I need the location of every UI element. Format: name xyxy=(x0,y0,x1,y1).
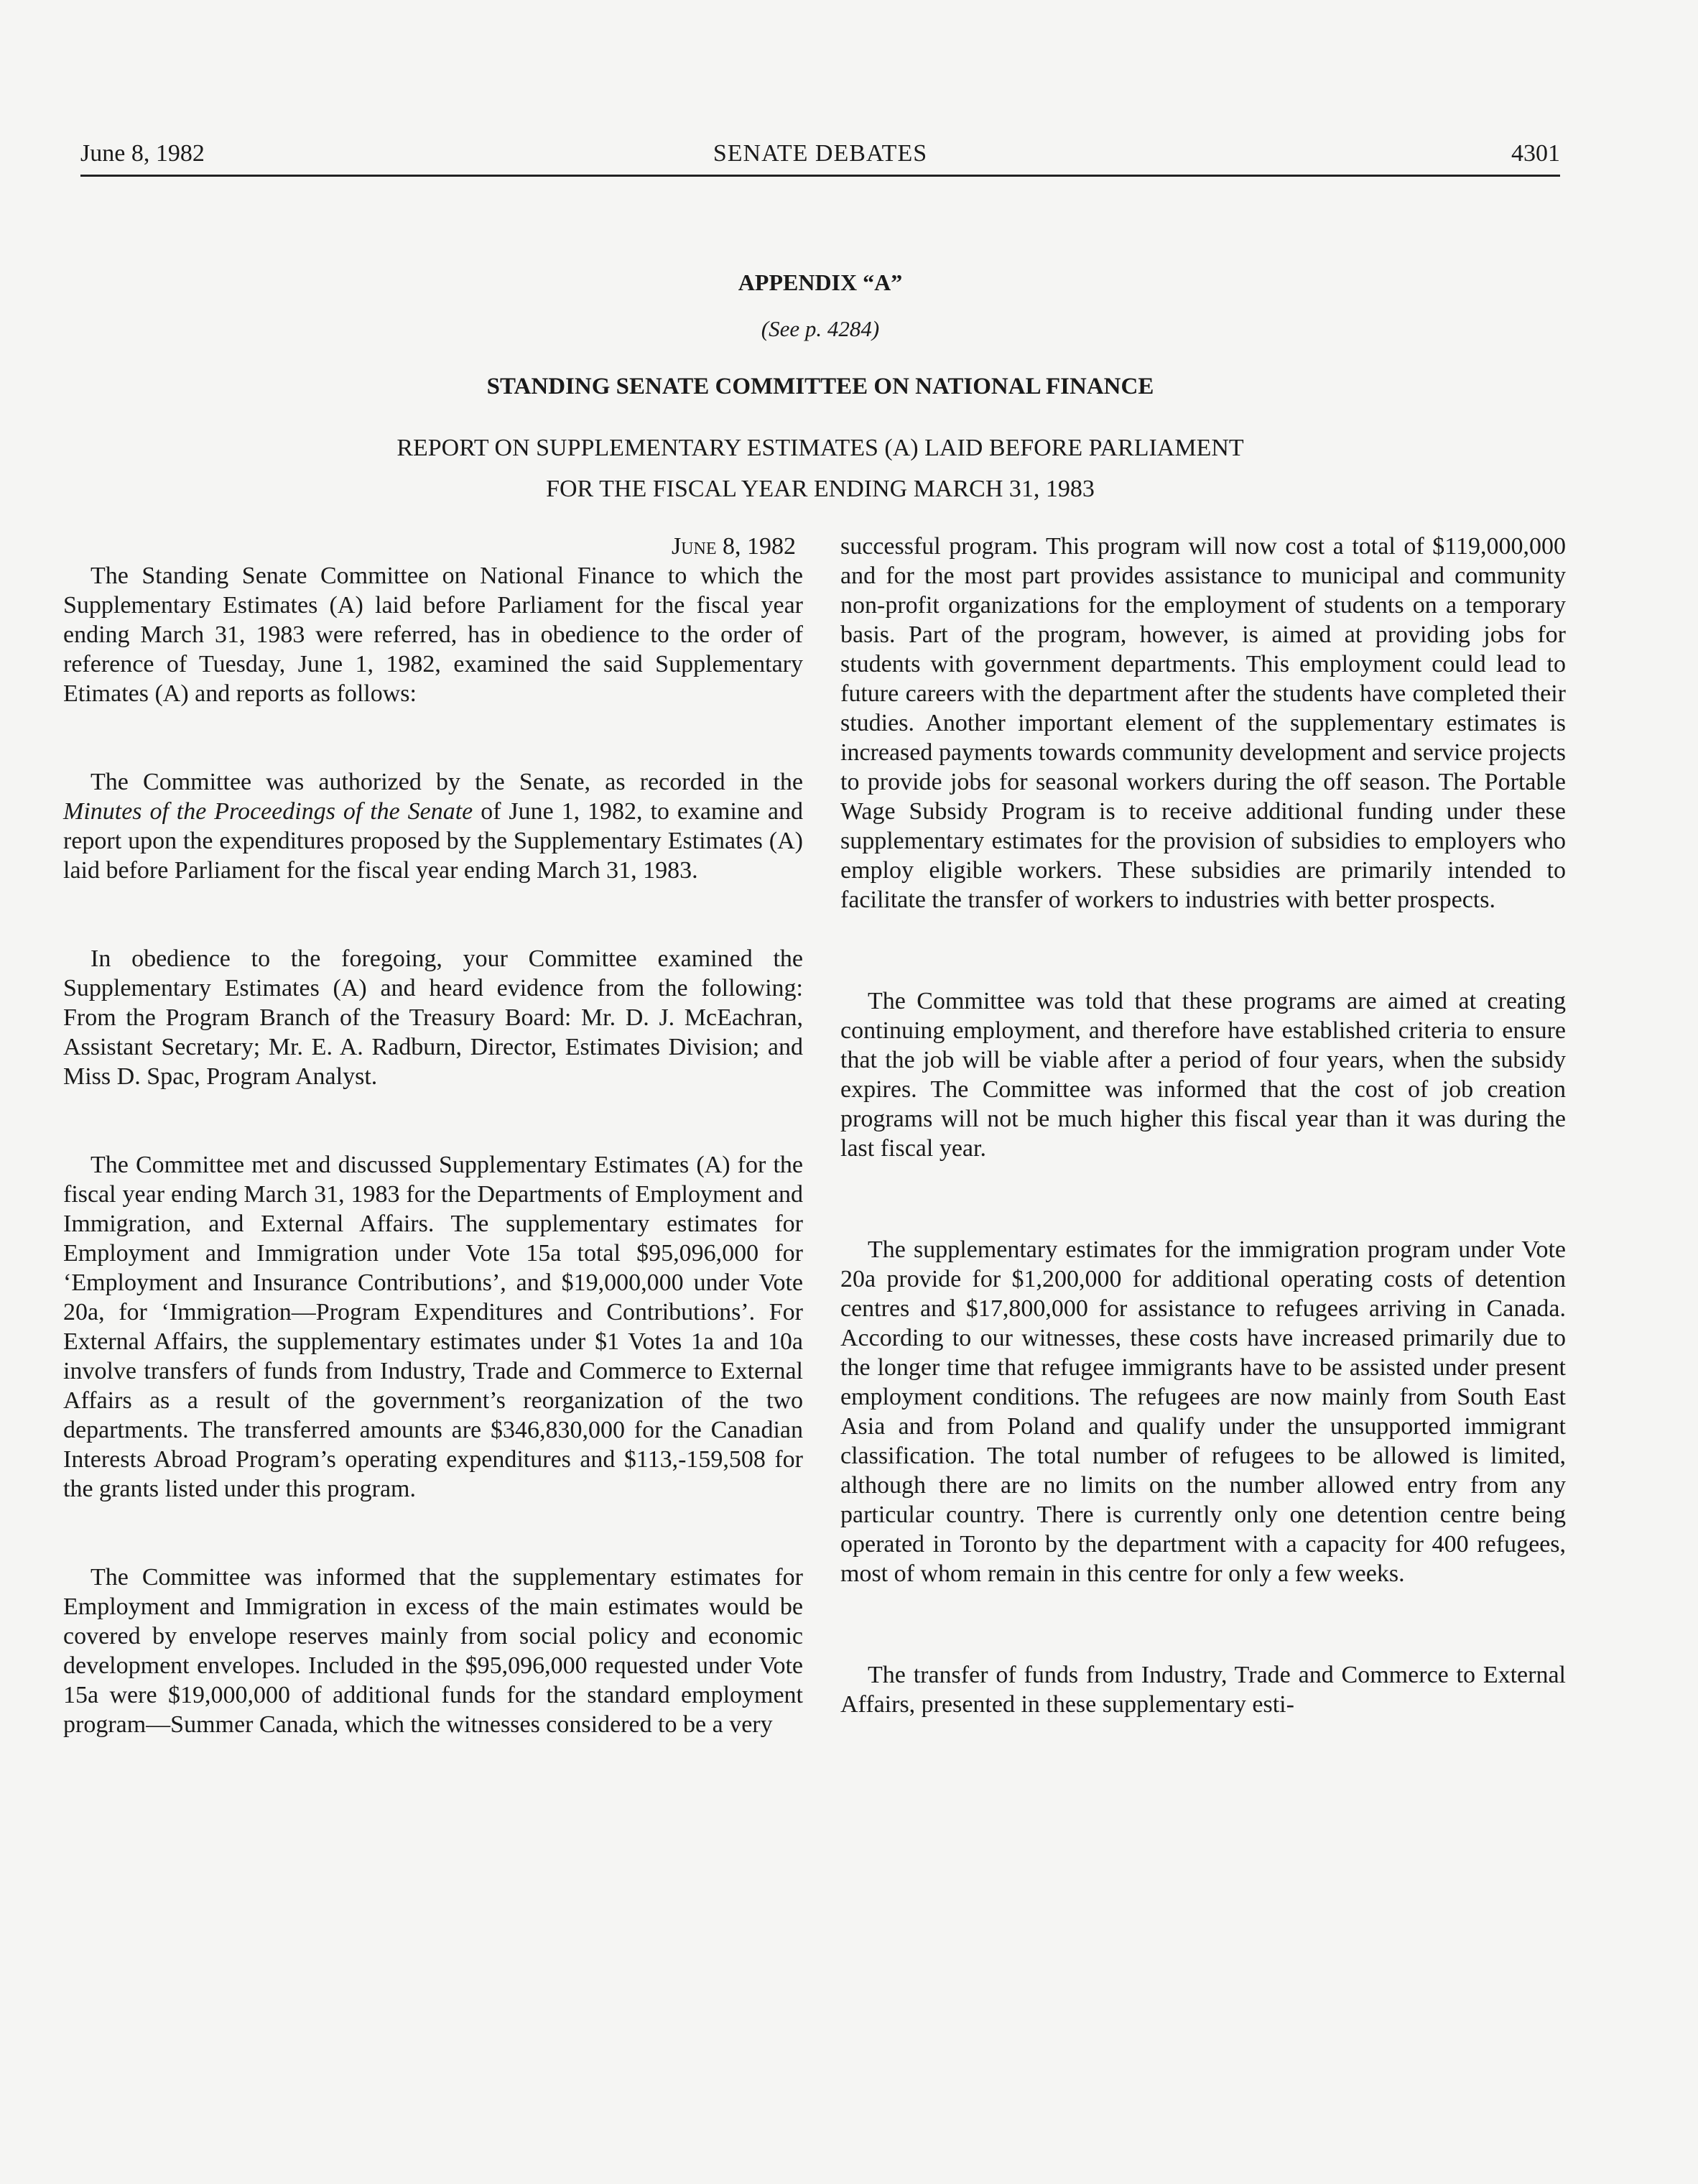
paragraph: In obedience to the foregoing, your Committee examined the Supplementary Estimates (A) and heard evidence from the following: From the Program Branch of the Treasury Board: Mr. D. J. McEachran, Assistant Secretary; Mr. E. A. Radburn, Director, Estimates Division; and Miss D. Spac, Program Analyst. xyxy=(63,945,803,1090)
paragraph: successful program. This program will now cost a total of $119,000,000 and for the most part provides assistance to municipal and community non-profit organizations for the employment of students on a temporary basis. Part of the program, however, is aimed at providing jobs for students with government departments. This employment could lead to future careers with the department after the students have completed their studies. Another important element of the supplementary estimates is increased payments towards community development and service projects to provide jobs for seasonal workers during the off season. The Portable Wage Subsidy Program is to receive additional funding under these supplementary estimates for the provision of subsidies to employers who employ eligible workers. These subsidies are primarily intended to facilitate the transfer of workers to industries with better prospects. xyxy=(840,533,1566,913)
paragraph: The transfer of funds from Industry, Trade and Commerce to External Affairs, presented in these supplementary esti- xyxy=(840,1662,1566,1718)
committee-title: STANDING SENATE COMMITTEE ON NATIONAL FINANCE xyxy=(486,374,1154,399)
report-title-line2: FOR THE FISCAL YEAR ENDING MARCH 31, 1983 xyxy=(546,476,1095,502)
paragraph: The Committee was informed that the supplementary estimates for Employment and Immigration in excess of the main estimates would be covered by envelope reserves mainly from social policy and economic development envelopes. Included in the $95,096,000 requested under Vote 15a were $19,000,000 of additional funds for the standard employment program—Summer Canada, which the witnesses considered to be a very xyxy=(63,1564,803,1738)
running-header xyxy=(80,140,1560,177)
paragraph: The supplementary estimates for the immigration program under Vote 20a provide for $1,200,000 for additional operating costs of detention centres and $17,800,000 for assistance to refugees arriving in Canada. According to our witnesses, these costs have increased primarily due to the longer time that refugee immigrants have to be assisted under present employment conditions. The refugees are now mainly from South East Asia and from Poland and qualify under the unsupported immigrant classification. The total number of refugees to be allowed is limited, although there are no limits on the number allowed entry from any particular country. There is currently only one detention centre being operated in Toronto by the department with a capacity for 400 refugees, most of whom remain in this centre for only a few weeks. xyxy=(840,1236,1566,1587)
italic-title: Minutes of the Proceedings of the Senate xyxy=(63,798,473,825)
paragraph: The Committee was authorized by the Senate, as recorded in the Minutes of the Proceedings of the Senate of June 1, 1982, to examine and report upon the expenditures proposed by the Supplementary Estimates (A) laid before Parliament for the fiscal year ending March 31, 1983. xyxy=(63,769,803,884)
dateline-text: June 8, 1982 xyxy=(671,533,796,560)
see-reference: (See p. 4284) xyxy=(761,316,880,341)
header-title: SENATE DEBATES xyxy=(713,140,928,167)
paragraph: The Committee met and discussed Supplementary Estimates (A) for the fiscal year ending March 31, 1983 for the Departments of Employment and Immigration, and External Affairs. The supplementary estimates for Employment and Immigration under Vote 15a total $95,096,000 for ‘Employment and Insurance Contributions’, and $19,000,000 under Vote 20a, for ‘Immigration—Program Expenditures and Contributions’. For External Affairs, the supplementary estimates under $1 Votes 1a and 10a involve transfers of funds from Industry, Trade and Commerce to External Affairs as a result of the government’s reorganization of the two departments. The transferred amounts are $346,830,000 for the Canadian Interests Abroad Program’s operating expenditures and $113,-159,508 for the grants listed under this program. xyxy=(63,1152,803,1502)
right-column xyxy=(840,532,1566,1719)
appendix-title: APPENDIX “A” xyxy=(738,269,903,295)
report-title-line1: REPORT ON SUPPLEMENTARY ESTIMATES (A) LAID BEFORE PARLIAMENT xyxy=(396,435,1244,461)
paragraph: The Standing Senate Committee on National Finance to which the Supplementary Estimates (A) laid before Parliament for the fiscal year ending March 31, 1983 were referred, has in obedience to the order of reference of Tuesday, June 1, 1982, examined the said Supplementary Etimates (A) and reports as follows: xyxy=(63,563,803,707)
page-number: 4301 xyxy=(1511,140,1560,167)
dateline xyxy=(63,532,803,561)
header-date: June 8, 1982 xyxy=(80,140,205,167)
paragraph: The Committee was told that these programs are aimed at creating continuing employment, and therefore have established criteria to ensure that the job will be viable after a period of four years, when the subsidy expires. The Committee was informed that the cost of job creation programs will not be much higher this fiscal year than it was during the last fiscal year. xyxy=(840,988,1566,1162)
left-column xyxy=(63,532,803,1739)
